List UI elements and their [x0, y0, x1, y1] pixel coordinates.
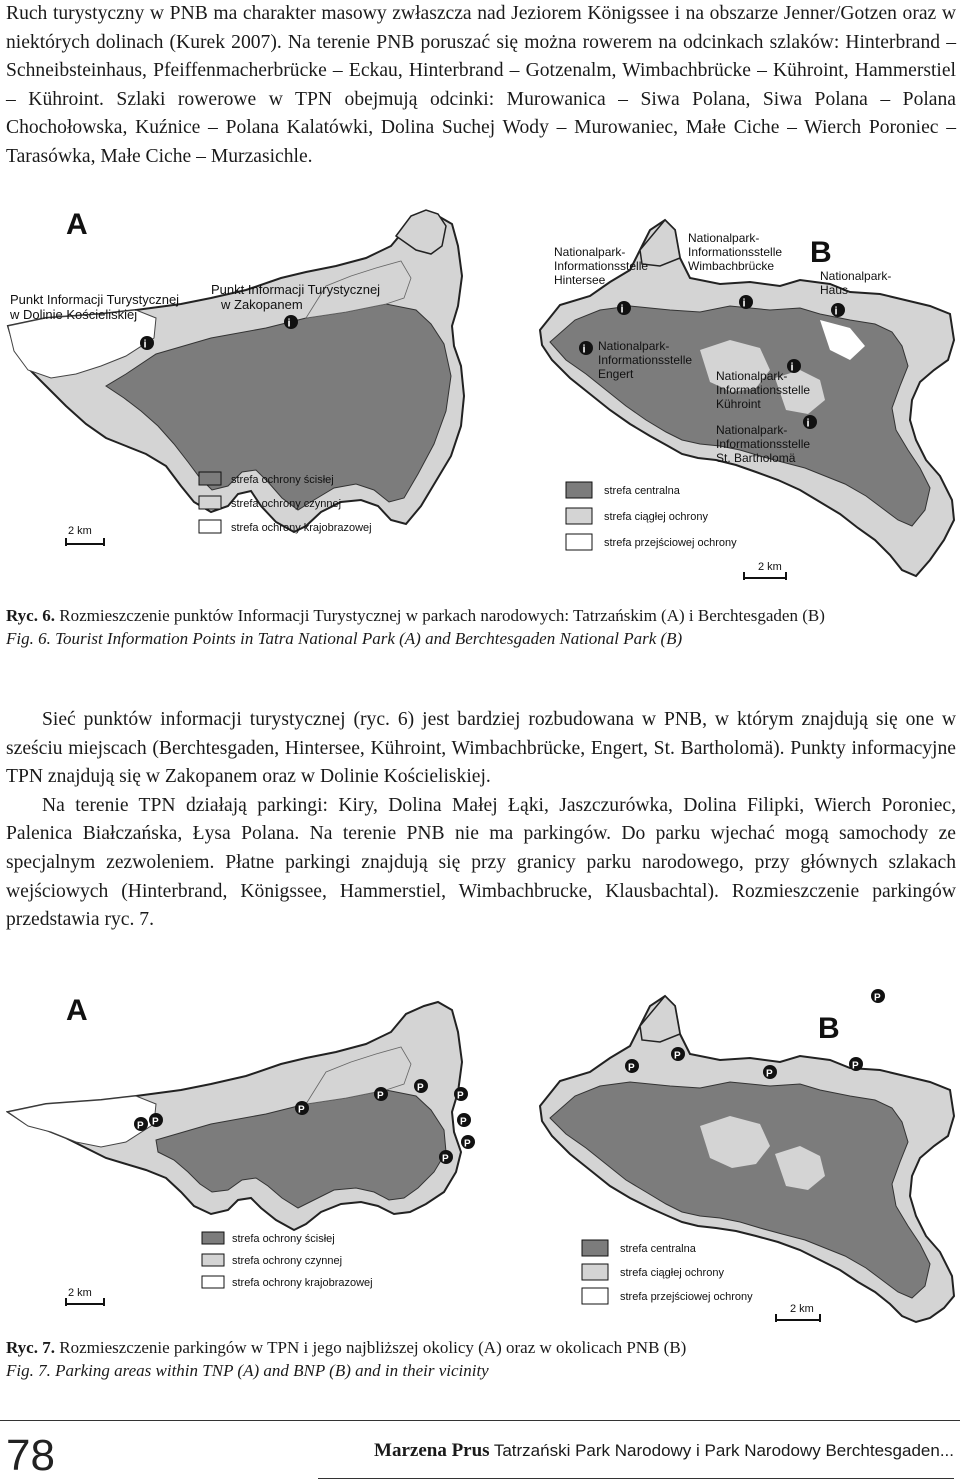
panel-letter-a: A [66, 208, 88, 241]
caption-label-en: Fig. 7. [6, 1361, 51, 1380]
legend-item-3: strefa ochrony krajobrazowej [232, 1277, 373, 1289]
svg-text:P: P [460, 1116, 467, 1128]
paragraph-text: Ruch turystyczny w PNB ma charakter masowy zwłaszcza nad Jeziorem Königssee i na obszarze Jenner/Gotzen oraz w niektórych dolinach (Kurek 2007). Na terenie PNB poruszać się można rowerem na odcinkach szlaków: Hinterbrand – Schneibsteinhaus, Pfeiffenmacherbrücke – Eckau, Hinterbrand – Gotzenalm, Wimbachbrücke – Kühroint, Hammerstiel – Kühroint. Szlaki rowerowe w TPN obejmują odcinki: Murowanica – Siwa Polana, Siwa Polana – Polana Chochołowska, Kuźnice – Polana Kalatówki, Dolina Suchej Wody – Murowaniec, Małe Ciche – Wierch Poroniec – Tarasówka, Małe Ciche – Murzasichle. [6, 3, 956, 167]
running-footer-underline [318, 1478, 954, 1479]
scale-bar [66, 525, 104, 546]
legend-item-1: strefa ochrony ścisłej [231, 474, 334, 486]
svg-text:2 km: 2 km [758, 561, 782, 573]
svg-text:Haus: Haus [820, 283, 849, 297]
svg-text:i: i [582, 343, 586, 356]
svg-text:i: i [620, 303, 624, 316]
caption-text-en: Tourist Information Points in Tatra National Park (A) and Berchtesgaden National Park (B) [55, 629, 683, 648]
legend [582, 1240, 753, 1304]
svg-text:i: i [806, 417, 810, 430]
scale-bar [744, 561, 786, 580]
legend-item-2: strefa ciągłej ochrony [604, 511, 708, 523]
scale-bar [776, 1303, 820, 1322]
legend [202, 1232, 373, 1289]
body-paragraphs-middle [6, 706, 956, 935]
figure-6-map-b [520, 210, 956, 586]
svg-text:P: P [152, 1116, 159, 1128]
svg-text:2 km: 2 km [790, 1303, 814, 1315]
svg-text:P: P [137, 1120, 144, 1132]
caption-label: Ryc. 6. [6, 606, 55, 625]
legend-item-1: strefa centralna [620, 1243, 696, 1255]
svg-text:P: P [628, 1062, 635, 1074]
svg-text:P: P [464, 1138, 471, 1150]
paragraph-text: Sieć punktów informacji turystycznej (ryc. 6) jest bardziej rozbudowana w PNB, w którym znajdują się one w sześciu miejscach (Berchtesgaden, Hintersee, Kühroint, Wimbachbrücke, Engert, St. Bartholomä). Punkty informacyjne TPN znajdują się w Zakopanem oraz w Dolinie Kościeliskiej. [6, 709, 956, 788]
svg-text:Wimbachbrücke: Wimbachbrücke [688, 259, 775, 273]
label-zakopane-line1: Punkt Informacji Turystycznej [211, 282, 381, 297]
svg-text:P: P [766, 1068, 773, 1080]
svg-text:Nationalpark-: Nationalpark- [688, 231, 760, 245]
scale-bar [66, 1287, 104, 1306]
legend-item-3: strefa przejściowej ochrony [604, 537, 737, 549]
figure-7-map-b [520, 986, 956, 1326]
label-koscieliska-line2: w Dolinie Kościeliskiej [10, 307, 138, 322]
label-koscieliska-line1: Punkt Informacji Turystycznej [10, 292, 180, 307]
svg-text:2 km: 2 km [68, 1287, 92, 1299]
svg-text:P: P [377, 1090, 384, 1102]
caption-text-en: Parking areas within TNP (A) and BNP (B) and in their vicinity [55, 1361, 489, 1380]
caption-label-en: Fig. 6. [6, 629, 51, 648]
svg-text:Nationalpark-: Nationalpark- [598, 339, 670, 353]
svg-text:Nationalpark-: Nationalpark- [716, 423, 788, 437]
paragraph-text: Na terenie TPN działają parkingi: Kiry, Dolina Małej Łąki, Jaszczurówka, Dolina Filipki, Wierch Poroniec, Palenica Białczańska, Łysa Polana. Na terenie PNB nie ma parkingów. Do parku wjechać mogą samochody ze specjalnym zezwoleniem. Płatne parkingi znajdują się przy granicy parku narodowego, przy głównych szlakach wejściowych (Hinterbrand, Königssee, Hammerstiel, Wimbachbrucke, Klausbachtal). Rozmieszczenie parkingów przedstawia ryc. 7. [6, 794, 956, 931]
svg-text:P: P [674, 1050, 681, 1062]
svg-text:Nationalpark-: Nationalpark- [554, 245, 626, 259]
svg-text:i: i [287, 317, 291, 330]
svg-text:St. Bartholomä: St. Bartholomä [716, 451, 796, 465]
svg-text:i: i [790, 361, 794, 374]
svg-text:i: i [143, 338, 147, 351]
svg-text:Kühroint: Kühroint [716, 397, 761, 411]
svg-text:Informationsstelle: Informationsstelle [716, 437, 811, 451]
legend-item-3: strefa ochrony krajobrazowej [231, 522, 372, 534]
svg-text:Informationsstelle: Informationsstelle [598, 353, 693, 367]
legend-item-2: strefa ochrony czynnej [232, 1255, 343, 1267]
legend [566, 482, 737, 550]
svg-text:2 km: 2 km [68, 525, 92, 537]
parking-icon [461, 1135, 475, 1150]
svg-text:Informationsstelle: Informationsstelle [688, 245, 783, 259]
figure-7-map-a [6, 992, 476, 1312]
figure-6-map-a [6, 206, 476, 566]
parking-icon [871, 989, 885, 1004]
svg-text:i: i [834, 305, 838, 318]
body-paragraph-top [6, 0, 956, 172]
svg-text:i: i [742, 297, 746, 310]
svg-text:Informationsstelle: Informationsstelle [554, 259, 649, 273]
svg-text:P: P [298, 1104, 305, 1116]
legend-item-1: strefa centralna [604, 485, 680, 497]
running-title: Tatrzański Park Narodowy i Park Narodowy Berchtesgaden... [493, 1441, 954, 1460]
svg-text:Hintersee: Hintersee [554, 273, 606, 287]
svg-text:Informationsstelle: Informationsstelle [716, 383, 811, 397]
legend-item-3: strefa przejściowej ochrony [620, 1291, 753, 1303]
svg-text:Nationalpark-: Nationalpark- [716, 369, 788, 383]
svg-text:Nationalpark-: Nationalpark- [820, 269, 892, 283]
legend-item-2: strefa ciągłej ochrony [620, 1267, 724, 1279]
panel-letter-b: B [818, 1012, 840, 1045]
svg-text:P: P [457, 1090, 464, 1102]
svg-text:Engert: Engert [598, 367, 634, 381]
figure-7-caption [6, 1336, 956, 1382]
footer-divider [0, 1420, 960, 1421]
running-footer [374, 1440, 954, 1462]
svg-text:P: P [442, 1153, 449, 1165]
panel-letter-a: A [66, 994, 88, 1027]
label-zakopane-line2: w Zakopanem [221, 297, 303, 312]
parking-icon [457, 1113, 471, 1128]
legend-item-1: strefa ochrony ścisłej [232, 1233, 335, 1245]
parking-icon [454, 1087, 468, 1102]
author-name: Marzena Prus [374, 1440, 490, 1461]
svg-text:P: P [852, 1060, 859, 1072]
svg-text:P: P [874, 992, 881, 1004]
legend-item-2: strefa ochrony czynnej [231, 498, 342, 510]
panel-letter-b: B [810, 236, 832, 269]
caption-text: Rozmieszczenie parkingów w TPN i jego najbliższej okolicy (A) oraz w okolicach PNB (B) [59, 1338, 687, 1357]
figure-6-caption [6, 604, 956, 650]
svg-text:P: P [417, 1082, 424, 1094]
caption-label: Ryc. 7. [6, 1338, 55, 1357]
page-number: 78 [6, 1431, 55, 1480]
caption-text: Rozmieszczenie punktów Informacji Turystycznej w parkach narodowych: Tatrzańskim (A) i Berchtesgaden (B) [59, 606, 825, 625]
